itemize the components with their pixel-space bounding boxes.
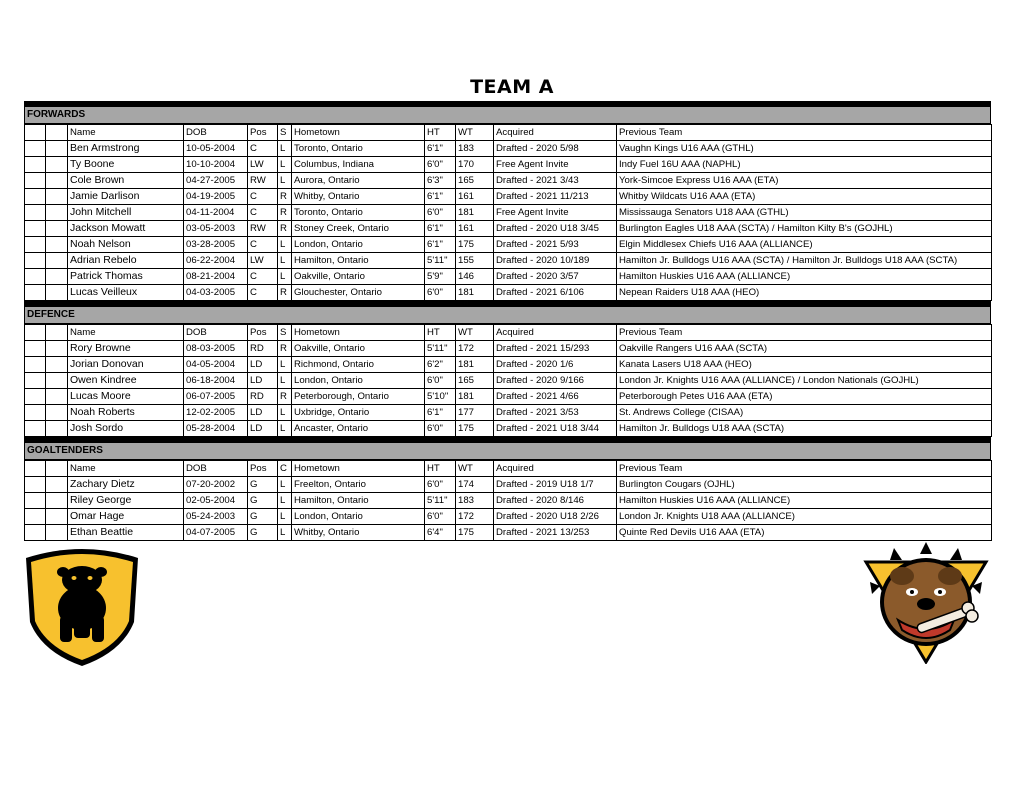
blank-cell	[46, 325, 68, 341]
page-title: TEAM A	[470, 76, 554, 98]
table-cell: Drafted - 2020 5/98	[494, 141, 617, 157]
table-cell: Columbus, Indiana	[292, 157, 425, 173]
table-cell: London, Ontario	[292, 373, 425, 389]
section-label: FORWARDS	[24, 107, 991, 124]
table-cell: Drafted - 2021 15/293	[494, 341, 617, 357]
blank-cell	[25, 421, 46, 437]
table-cell: Ben Armstrong	[68, 141, 184, 157]
table-header-row	[25, 125, 992, 141]
blank-cell	[46, 493, 68, 509]
blank-cell	[46, 253, 68, 269]
table-cell: Ty Boone	[68, 157, 184, 173]
table-cell: London, Ontario	[292, 509, 425, 525]
table-row	[25, 509, 992, 525]
table-cell: Whitby, Ontario	[292, 189, 425, 205]
column-header: Acquired	[494, 325, 617, 341]
table-cell: Rory Browne	[68, 341, 184, 357]
table-cell: 03-28-2005	[184, 237, 248, 253]
blank-cell	[25, 285, 46, 301]
table-cell: Whitby, Ontario	[292, 525, 425, 541]
column-header: Name	[68, 125, 184, 141]
table-cell: G	[248, 525, 278, 541]
table-row	[25, 237, 992, 253]
table-cell: Drafted - 2020 8/146	[494, 493, 617, 509]
table-cell: 5'11"	[425, 493, 456, 509]
roster-sheet	[24, 101, 991, 541]
blank-cell	[25, 493, 46, 509]
table-cell: St. Andrews College (CISAA)	[617, 405, 992, 421]
table-cell: G	[248, 477, 278, 493]
table-cell: L	[278, 525, 292, 541]
table-cell: 181	[456, 285, 494, 301]
table-cell: 04-05-2004	[184, 357, 248, 373]
column-header: HT	[425, 125, 456, 141]
table-cell: 177	[456, 405, 494, 421]
table-cell: Drafted - 2019 U18 1/7	[494, 477, 617, 493]
table-cell: 6'0"	[425, 373, 456, 389]
table-cell: Vaughn Kings U16 AAA (GTHL)	[617, 141, 992, 157]
table-cell: Ethan Beattie	[68, 525, 184, 541]
blank-cell	[25, 221, 46, 237]
table-cell: 12-02-2005	[184, 405, 248, 421]
table-cell: London, Ontario	[292, 237, 425, 253]
blank-cell	[46, 141, 68, 157]
table-cell: Uxbridge, Ontario	[292, 405, 425, 421]
table-cell: 6'0"	[425, 509, 456, 525]
table-cell: 5'10"	[425, 389, 456, 405]
table-row	[25, 421, 992, 437]
blank-cell	[46, 405, 68, 421]
table-cell: Nepean Raiders U18 AAA (HEO)	[617, 285, 992, 301]
table-cell: 6'4"	[425, 525, 456, 541]
table-cell: LD	[248, 421, 278, 437]
table-cell: Drafted - 2020 U18 3/45	[494, 221, 617, 237]
table-cell: 175	[456, 421, 494, 437]
column-header: Hometown	[292, 461, 425, 477]
table-cell: Freelton, Ontario	[292, 477, 425, 493]
column-header: Previous Team	[617, 461, 992, 477]
table-cell: Toronto, Ontario	[292, 141, 425, 157]
column-header: Pos	[248, 461, 278, 477]
table-cell: R	[278, 189, 292, 205]
table-cell: Glouchester, Ontario	[292, 285, 425, 301]
blank-cell	[46, 285, 68, 301]
table-cell: Hamilton, Ontario	[292, 493, 425, 509]
section-label: GOALTENDERS	[24, 443, 991, 460]
table-header-row	[25, 461, 992, 477]
table-cell: 165	[456, 373, 494, 389]
table-row	[25, 525, 992, 541]
blank-cell	[46, 421, 68, 437]
table-cell: Drafted - 2020 1/6	[494, 357, 617, 373]
column-header: DOB	[184, 461, 248, 477]
blank-cell	[25, 461, 46, 477]
blank-cell	[46, 525, 68, 541]
table-cell: Noah Nelson	[68, 237, 184, 253]
table-cell: Drafted - 2021 11/213	[494, 189, 617, 205]
table-cell: Jorian Donovan	[68, 357, 184, 373]
table-cell: Drafted - 2020 3/57	[494, 269, 617, 285]
table-cell: 05-24-2003	[184, 509, 248, 525]
table-cell: C	[248, 269, 278, 285]
table-row	[25, 373, 992, 389]
table-cell: R	[278, 205, 292, 221]
table-cell: L	[278, 477, 292, 493]
table-cell: Drafted - 2020 9/166	[494, 373, 617, 389]
table-cell: R	[278, 341, 292, 357]
table-cell: 161	[456, 221, 494, 237]
table-cell: Aurora, Ontario	[292, 173, 425, 189]
blank-cell	[46, 389, 68, 405]
blank-cell	[25, 205, 46, 221]
blank-cell	[46, 237, 68, 253]
column-header: S	[278, 125, 292, 141]
blank-cell	[46, 205, 68, 221]
table-cell: 6'1"	[425, 221, 456, 237]
table-cell: 175	[456, 237, 494, 253]
blank-cell	[25, 405, 46, 421]
table-cell: Adrian Rebelo	[68, 253, 184, 269]
blank-cell	[25, 141, 46, 157]
table-cell: 07-20-2002	[184, 477, 248, 493]
column-header: Acquired	[494, 461, 617, 477]
table-cell: 04-19-2005	[184, 189, 248, 205]
table-cell: Elgin Middlesex Chiefs U16 AAA (ALLIANCE)	[617, 237, 992, 253]
table-cell: 161	[456, 189, 494, 205]
table-row	[25, 141, 992, 157]
table-cell: Omar Hage	[68, 509, 184, 525]
column-header: WT	[456, 125, 494, 141]
table-cell: 165	[456, 173, 494, 189]
table-cell: Mississauga Senators U18 AAA (GTHL)	[617, 205, 992, 221]
table-cell: 183	[456, 493, 494, 509]
table-cell: Jamie Darlison	[68, 189, 184, 205]
roster-table	[24, 460, 992, 541]
table-cell: 6'0"	[425, 157, 456, 173]
table-cell: 5'11"	[425, 341, 456, 357]
table-cell: RW	[248, 173, 278, 189]
table-cell: Hamilton, Ontario	[292, 253, 425, 269]
table-cell: LW	[248, 253, 278, 269]
column-header: HT	[425, 325, 456, 341]
table-cell: Lucas Moore	[68, 389, 184, 405]
table-cell: Drafted - 2021 U18 3/44	[494, 421, 617, 437]
blank-cell	[46, 373, 68, 389]
table-row	[25, 269, 992, 285]
column-header: WT	[456, 325, 494, 341]
table-cell: Quinte Red Devils U16 AAA (ETA)	[617, 525, 992, 541]
table-row	[25, 189, 992, 205]
table-cell: L	[278, 269, 292, 285]
table-cell: Indy Fuel 16U AAA (NAPHL)	[617, 157, 992, 173]
blank-cell	[25, 157, 46, 173]
table-cell: 6'3"	[425, 173, 456, 189]
table-cell: Whitby Wildcats U16 AAA (ETA)	[617, 189, 992, 205]
table-cell: R	[278, 221, 292, 237]
table-header-row	[25, 325, 992, 341]
table-cell: Noah Roberts	[68, 405, 184, 421]
table-cell: L	[278, 157, 292, 173]
table-cell: 05-28-2004	[184, 421, 248, 437]
table-cell: G	[248, 493, 278, 509]
table-cell: John Mitchell	[68, 205, 184, 221]
table-cell: 6'1"	[425, 141, 456, 157]
blank-cell	[25, 357, 46, 373]
table-cell: London Jr. Knights U16 AAA (ALLIANCE) / London Nationals (GOJHL)	[617, 373, 992, 389]
table-cell: Patrick Thomas	[68, 269, 184, 285]
table-cell: Peterborough Petes U16 AAA (ETA)	[617, 389, 992, 405]
table-cell: Lucas Veilleux	[68, 285, 184, 301]
table-cell: 6'0"	[425, 285, 456, 301]
table-cell: Drafted - 2021 5/93	[494, 237, 617, 253]
table-cell: 06-18-2004	[184, 373, 248, 389]
table-row	[25, 389, 992, 405]
table-cell: Owen Kindree	[68, 373, 184, 389]
blank-cell	[25, 269, 46, 285]
table-row	[25, 253, 992, 269]
table-cell: C	[248, 237, 278, 253]
blank-cell	[46, 221, 68, 237]
blank-cell	[46, 173, 68, 189]
table-cell: 6'0"	[425, 477, 456, 493]
blank-cell	[46, 461, 68, 477]
blank-cell	[25, 125, 46, 141]
table-cell: 146	[456, 269, 494, 285]
table-row	[25, 477, 992, 493]
table-cell: Stoney Creek, Ontario	[292, 221, 425, 237]
table-cell: 04-11-2004	[184, 205, 248, 221]
blank-cell	[46, 341, 68, 357]
table-cell: Drafted - 2021 13/253	[494, 525, 617, 541]
table-cell: 170	[456, 157, 494, 173]
table-row	[25, 285, 992, 301]
blank-cell	[46, 269, 68, 285]
table-cell: Hamilton Huskies U16 AAA (ALLIANCE)	[617, 493, 992, 509]
table-cell: 181	[456, 205, 494, 221]
blank-cell	[25, 325, 46, 341]
blank-cell	[46, 477, 68, 493]
blank-cell	[25, 373, 46, 389]
roster-table	[24, 124, 992, 301]
column-header: Acquired	[494, 125, 617, 141]
table-cell: Jackson Mowatt	[68, 221, 184, 237]
table-cell: L	[278, 405, 292, 421]
table-cell: 183	[456, 141, 494, 157]
column-header: Name	[68, 325, 184, 341]
table-cell: L	[278, 173, 292, 189]
column-header: Pos	[248, 325, 278, 341]
table-cell: Free Agent Invite	[494, 157, 617, 173]
table-cell: 10-05-2004	[184, 141, 248, 157]
blank-cell	[25, 509, 46, 525]
table-row	[25, 341, 992, 357]
table-cell: Hamilton Jr. Bulldogs U16 AAA (SCTA) / Hamilton Jr. Bulldogs U18 AAA (SCTA)	[617, 253, 992, 269]
blank-cell	[25, 525, 46, 541]
table-cell: Richmond, Ontario	[292, 357, 425, 373]
column-header: DOB	[184, 325, 248, 341]
table-cell: 6'2"	[425, 357, 456, 373]
table-cell: C	[248, 189, 278, 205]
table-cell: LW	[248, 157, 278, 173]
bulldog-head-logo	[862, 540, 990, 664]
table-cell: G	[248, 509, 278, 525]
table-row	[25, 157, 992, 173]
table-cell: 04-07-2005	[184, 525, 248, 541]
table-row	[25, 357, 992, 373]
column-header: C	[278, 461, 292, 477]
table-cell: Drafted - 2021 6/106	[494, 285, 617, 301]
table-row	[25, 405, 992, 421]
table-cell: L	[278, 141, 292, 157]
table-cell: RW	[248, 221, 278, 237]
table-cell: L	[278, 237, 292, 253]
table-cell: Riley George	[68, 493, 184, 509]
column-header: Previous Team	[617, 325, 992, 341]
table-cell: 174	[456, 477, 494, 493]
table-row	[25, 173, 992, 189]
table-cell: Free Agent Invite	[494, 205, 617, 221]
table-cell: 5'11"	[425, 253, 456, 269]
column-header: WT	[456, 461, 494, 477]
bulldog-shield-logo	[22, 544, 142, 668]
table-cell: Cole Brown	[68, 173, 184, 189]
blank-cell	[25, 389, 46, 405]
table-cell: RD	[248, 389, 278, 405]
table-cell: 155	[456, 253, 494, 269]
table-cell: 6'1"	[425, 237, 456, 253]
blank-cell	[25, 189, 46, 205]
table-cell: 03-05-2003	[184, 221, 248, 237]
table-cell: Burlington Eagles U18 AAA (SCTA) / Hamilton Kilty B's (GOJHL)	[617, 221, 992, 237]
blank-cell	[46, 509, 68, 525]
table-cell: Drafted - 2021 4/66	[494, 389, 617, 405]
table-cell: 04-27-2005	[184, 173, 248, 189]
table-cell: Hamilton Jr. Bulldogs U18 AAA (SCTA)	[617, 421, 992, 437]
table-cell: C	[248, 285, 278, 301]
table-cell: 6'1"	[425, 405, 456, 421]
blank-cell	[25, 173, 46, 189]
table-cell: Oakville Rangers U16 AAA (SCTA)	[617, 341, 992, 357]
table-cell: LD	[248, 405, 278, 421]
table-cell: Burlington Cougars (OJHL)	[617, 477, 992, 493]
table-cell: 6'0"	[425, 421, 456, 437]
table-cell: L	[278, 421, 292, 437]
blank-cell	[25, 477, 46, 493]
table-row	[25, 205, 992, 221]
table-cell: Peterborough, Ontario	[292, 389, 425, 405]
table-cell: Josh Sordo	[68, 421, 184, 437]
table-cell: 172	[456, 341, 494, 357]
table-cell: Drafted - 2020 U18 2/26	[494, 509, 617, 525]
blank-cell	[46, 125, 68, 141]
table-cell: L	[278, 253, 292, 269]
roster-table	[24, 324, 992, 437]
table-cell: London Jr. Knights U18 AAA (ALLIANCE)	[617, 509, 992, 525]
table-cell: L	[278, 373, 292, 389]
table-cell: 181	[456, 389, 494, 405]
table-cell: C	[248, 205, 278, 221]
table-cell: Hamilton Huskies U16 AAA (ALLIANCE)	[617, 269, 992, 285]
table-cell: Drafted - 2021 3/53	[494, 405, 617, 421]
table-cell: C	[248, 141, 278, 157]
table-cell: Kanata Lasers U18 AAA (HEO)	[617, 357, 992, 373]
table-cell: L	[278, 509, 292, 525]
table-cell: 06-22-2004	[184, 253, 248, 269]
column-header: Hometown	[292, 325, 425, 341]
table-cell: 02-05-2004	[184, 493, 248, 509]
blank-cell	[46, 157, 68, 173]
blank-cell	[46, 357, 68, 373]
column-header: Name	[68, 461, 184, 477]
table-cell: 06-07-2005	[184, 389, 248, 405]
blank-cell	[25, 253, 46, 269]
column-header: S	[278, 325, 292, 341]
table-cell: 5'9"	[425, 269, 456, 285]
table-cell: R	[278, 285, 292, 301]
table-cell: 10-10-2004	[184, 157, 248, 173]
table-cell: 175	[456, 525, 494, 541]
table-cell: 04-03-2005	[184, 285, 248, 301]
table-cell: RD	[248, 341, 278, 357]
table-cell: LD	[248, 373, 278, 389]
table-row	[25, 493, 992, 509]
table-cell: 181	[456, 357, 494, 373]
table-cell: York-Simcoe Express U16 AAA (ETA)	[617, 173, 992, 189]
table-cell: Oakville, Ontario	[292, 341, 425, 357]
table-cell: R	[278, 389, 292, 405]
table-cell: 6'1"	[425, 189, 456, 205]
table-cell: Oakville, Ontario	[292, 269, 425, 285]
blank-cell	[25, 237, 46, 253]
section-label: DEFENCE	[24, 307, 991, 324]
table-cell: 08-03-2005	[184, 341, 248, 357]
table-cell: Drafted - 2020 10/189	[494, 253, 617, 269]
column-header: HT	[425, 461, 456, 477]
table-cell: L	[278, 357, 292, 373]
table-cell: 172	[456, 509, 494, 525]
table-cell: 08-21-2004	[184, 269, 248, 285]
blank-cell	[46, 189, 68, 205]
table-cell: Drafted - 2021 3/43	[494, 173, 617, 189]
table-cell: LD	[248, 357, 278, 373]
column-header: DOB	[184, 125, 248, 141]
table-cell: Toronto, Ontario	[292, 205, 425, 221]
table-cell: Ancaster, Ontario	[292, 421, 425, 437]
table-row	[25, 221, 992, 237]
column-header: Previous Team	[617, 125, 992, 141]
table-cell: Zachary Dietz	[68, 477, 184, 493]
column-header: Hometown	[292, 125, 425, 141]
column-header: Pos	[248, 125, 278, 141]
table-cell: L	[278, 493, 292, 509]
blank-cell	[25, 341, 46, 357]
table-cell: 6'0"	[425, 205, 456, 221]
